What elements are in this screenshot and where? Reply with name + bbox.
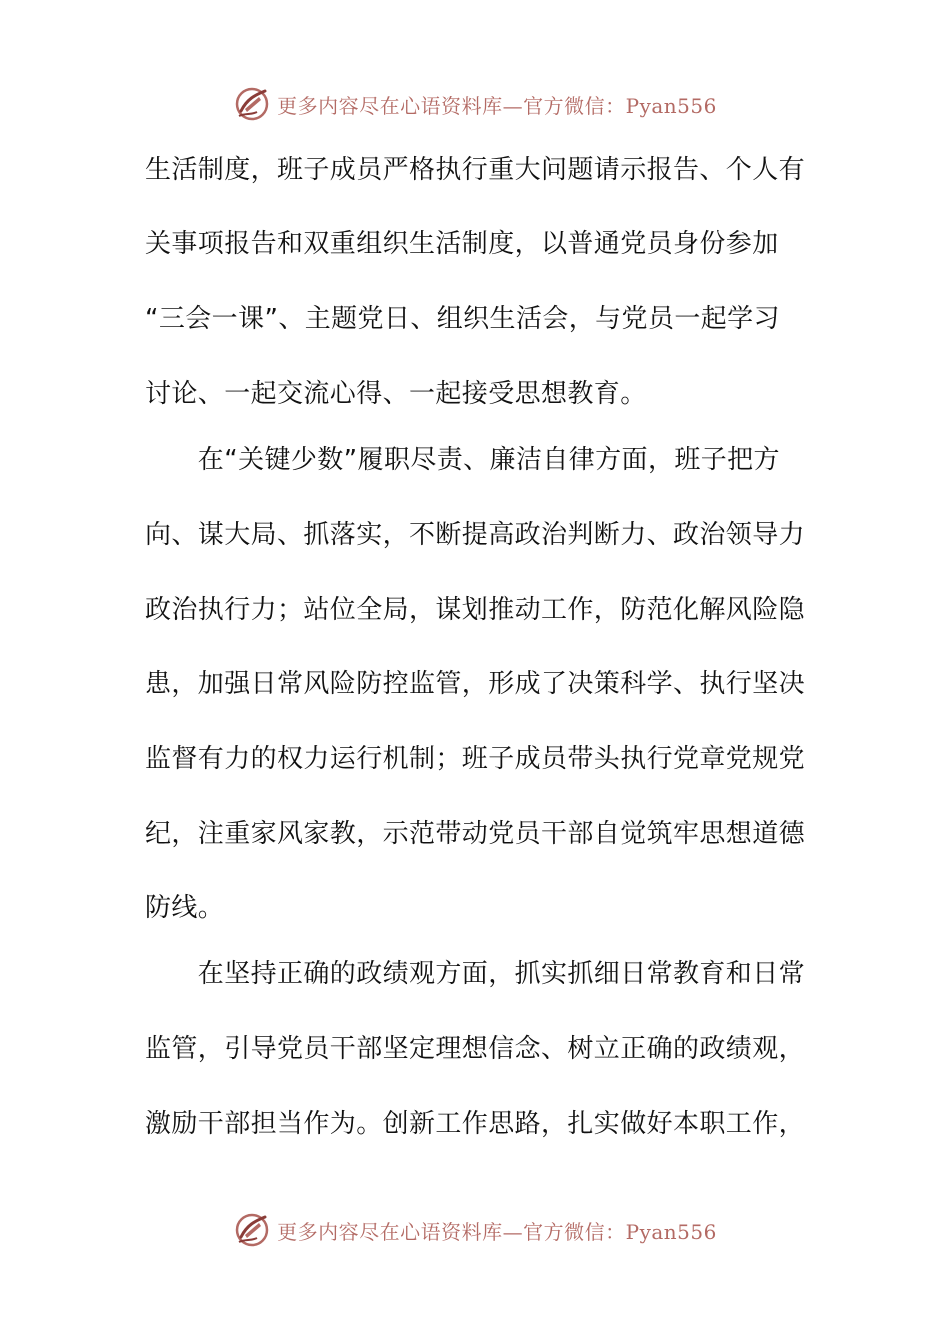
body-line: 纪，注重家风家教，示范带动党员干部自觉筑牢思想道德 <box>145 819 806 849</box>
body-line: 生活制度，班子成员严格执行重大问题请示报告、个人有 <box>145 155 806 185</box>
body-line: 在坚持正确的政绩观方面，抓实抓细日常教育和日常 <box>145 959 806 989</box>
signature-pen-logo-icon <box>233 85 271 123</box>
footer-text: 更多内容尽在心语资料库—官方微信：Pyan556 <box>277 1219 717 1244</box>
body-line: 讨论、一起交流心得、一起接受思想教育。 <box>145 379 647 409</box>
body-line: 患，加强日常风险防控监管，形成了决策科学、执行坚决 <box>145 669 806 699</box>
body-line: “三会一课”、主题党日、组织生活会，与党员一起学习 <box>145 304 780 334</box>
body-line: 关事项报告和双重组织生活制度，以普通党员身份参加 <box>145 229 779 259</box>
body-line: 防线。 <box>145 893 225 923</box>
body-line: 在“关键少数”履职尽责、廉洁自律方面，班子把方 <box>145 445 780 475</box>
body-line: 向、谋大局、抓落实，不断提高政治判断力、政治领导力 <box>145 520 806 550</box>
header-watermark <box>0 82 950 126</box>
body-line: 政治执行力；站位全局，谋划推动工作，防范化解风险隐 <box>145 595 806 625</box>
signature-pen-logo-icon <box>233 1211 271 1249</box>
body-line: 激励干部担当作为。创新工作思路，扎实做好本职工作， <box>145 1109 806 1139</box>
header-text: 更多内容尽在心语资料库—官方微信：Pyan556 <box>277 93 717 118</box>
body-line: 监督有力的权力运行机制；班子成员带头执行党章党规党 <box>145 744 806 774</box>
footer-watermark <box>0 1208 950 1252</box>
body-line: 监管，引导党员干部坚定理想信念、树立正确的政绩观， <box>145 1034 806 1064</box>
